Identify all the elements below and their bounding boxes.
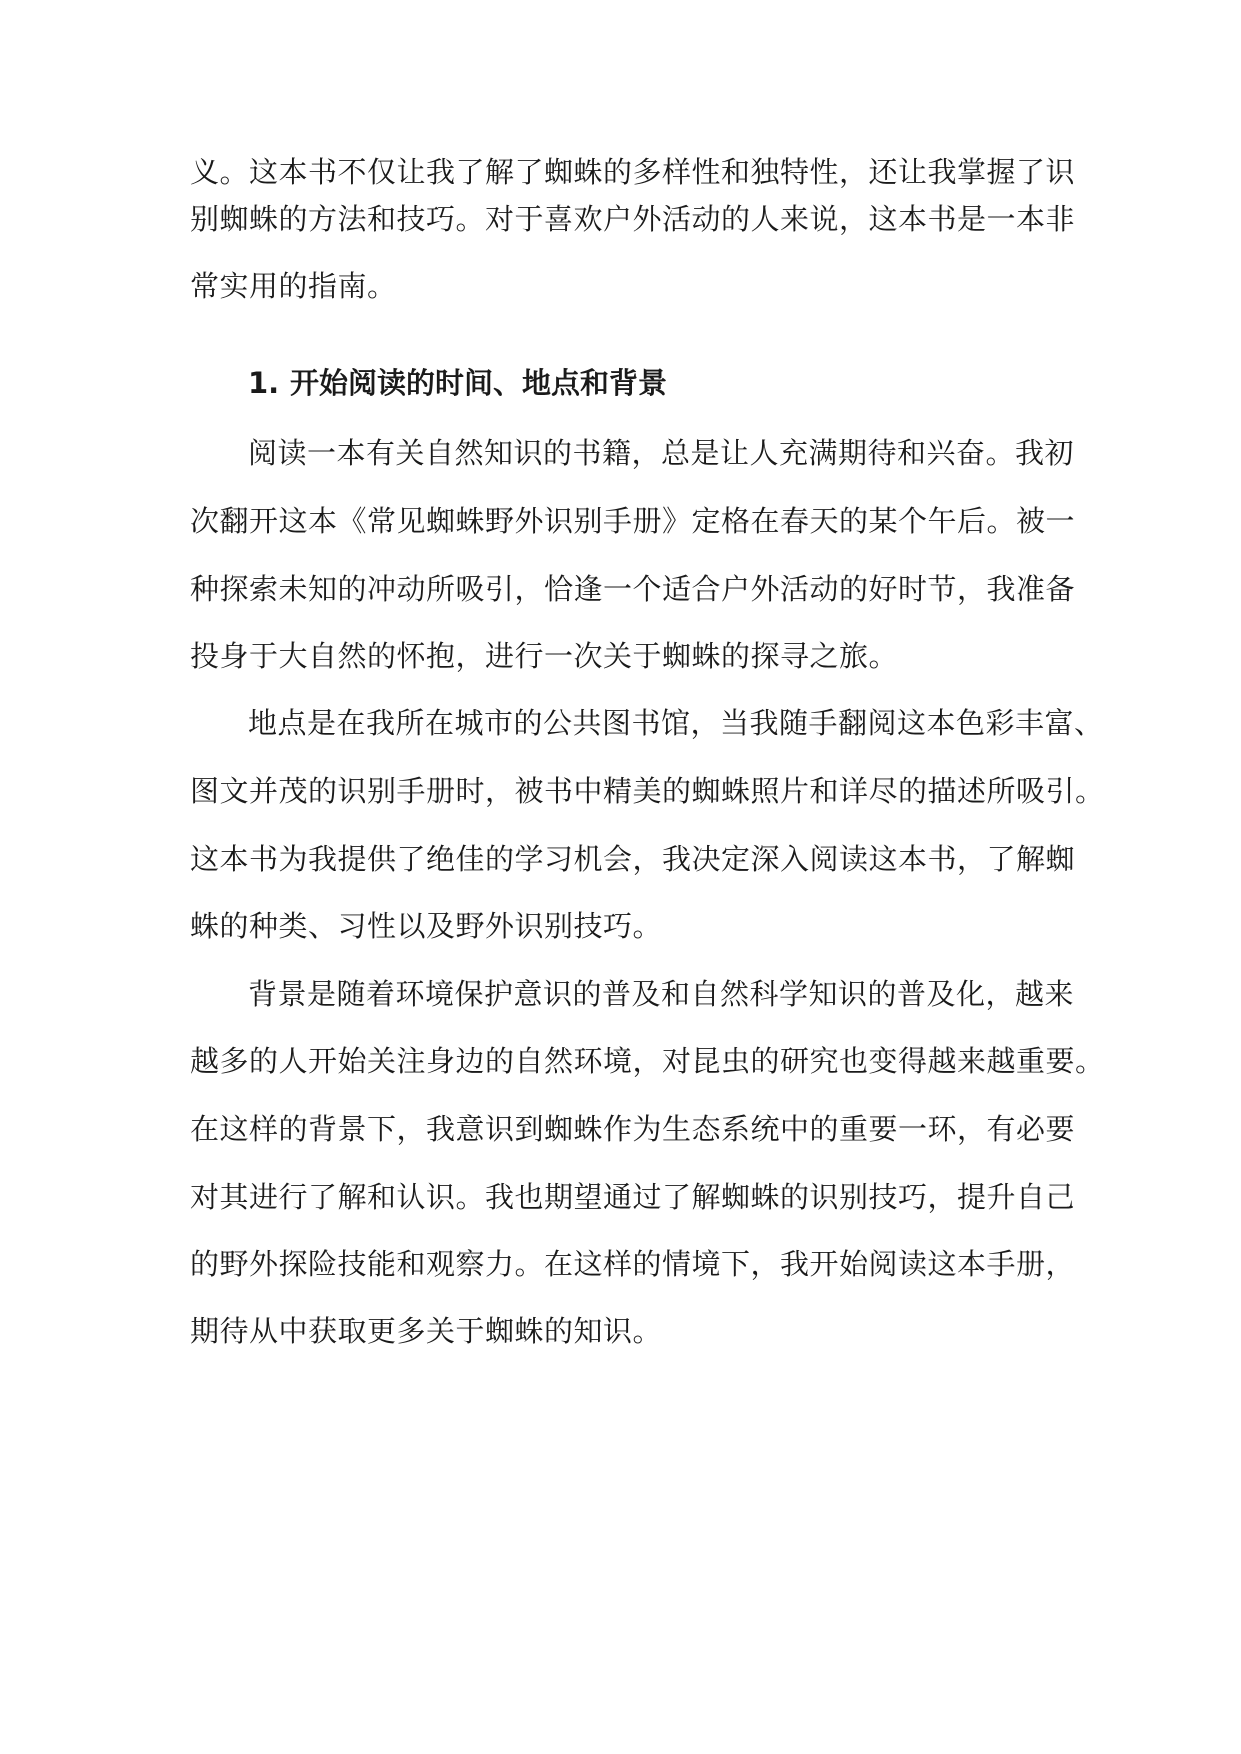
section-heading <box>248 363 667 403</box>
text-line: 常实用的指南。 <box>190 269 397 303</box>
text-line: 在这样的背景下，我意识到蜘蛛作为生态系统中的重要一环，有必要 <box>190 1112 1076 1146</box>
text-line: 这本书为我提供了绝佳的学习机会，我决定深入阅读这本书，了解蜘 <box>190 842 1076 876</box>
text-line: 种探索未知的冲动所吸引，恰逢一个适合户外活动的好时节，我准备 <box>190 572 1076 606</box>
text-line: 义。这本书不仅让我了解了蜘蛛的多样性和独特性，还让我掌握了识 <box>190 155 1076 189</box>
text-line: 投身于大自然的怀抱，进行一次关于蜘蛛的探寻之旅。 <box>190 639 899 673</box>
text-line: 对其进行了解和认识。我也期望通过了解蜘蛛的识别技巧，提升自己 <box>190 1180 1076 1214</box>
section-number: 1. <box>248 366 280 400</box>
text-line: 别蜘蛛的方法和技巧。对于喜欢户外活动的人来说，这本书是一本非 <box>190 202 1076 236</box>
text-line: 地点是在我所在城市的公共图书馆，当我随手翻阅这本色彩丰富、 <box>248 706 1104 740</box>
text-line: 期待从中获取更多关于蜘蛛的知识。 <box>190 1314 663 1348</box>
text-line: 背景是随着环境保护意识的普及和自然科学知识的普及化，越来 <box>248 977 1075 1011</box>
text-line: 的野外探险技能和观察力。在这样的情境下，我开始阅读这本手册， <box>190 1247 1076 1281</box>
text-line: 蛛的种类、习性以及野外识别技巧。 <box>190 909 663 943</box>
text-line: 次翻开这本《常见蜘蛛野外识别手册》定格在春天的某个午后。被一 <box>190 504 1076 538</box>
text-line: 越多的人开始关注身边的自然环境，对昆虫的研究也变得越来越重要。 <box>190 1044 1105 1078</box>
text-line: 图文并茂的识别手册时，被书中精美的蜘蛛照片和详尽的描述所吸引。 <box>190 774 1105 808</box>
text-line: 阅读一本有关自然知识的书籍，总是让人充满期待和兴奋。我初 <box>248 436 1075 470</box>
section-title: 开始阅读的时间、地点和背景 <box>290 366 668 400</box>
